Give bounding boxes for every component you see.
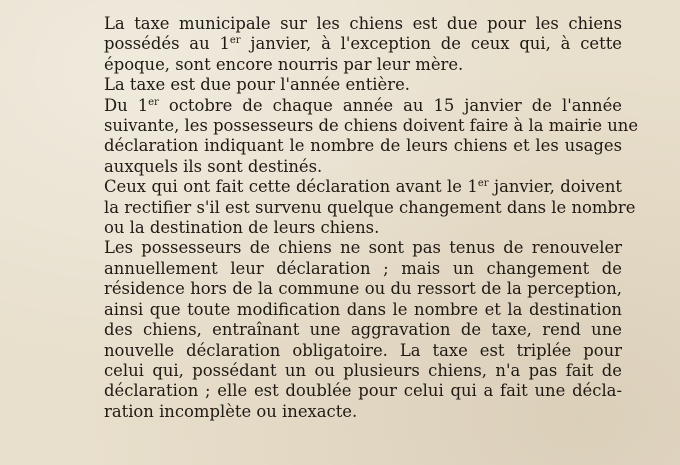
text-line: ration incomplète ou inexacte.: [104, 401, 358, 421]
text-line: suivante, les possesseurs de chiens doivent faire à la mairie une: [104, 116, 639, 136]
paragraph-1: [84, 14, 622, 75]
text-block: [84, 14, 639, 422]
text-line: possédés au 1er janvier, à l'exception de ceux qui, à cette: [104, 34, 622, 54]
text-line: des chiens, entraînant une aggravation de taxe, rend une: [104, 320, 622, 340]
paragraph-5: [84, 238, 622, 422]
text-line: résidence hors de la commune ou du ressort de la perception,: [104, 279, 622, 299]
text-line: nouvelle déclaration obligatoire. La taxe est triplée pour: [104, 340, 622, 360]
text-line: celui qui, possédant un ou plusieurs chiens, n'a pas fait de: [104, 360, 622, 380]
paragraph-4: [84, 177, 636, 238]
text-line: Du 1er octobre de chaque année au 15 janvier de l'année: [104, 95, 622, 115]
text-line: La taxe municipale sur les chiens est due pour les chiens: [104, 14, 622, 33]
paragraph-3: [84, 95, 639, 178]
text-line: la rectifier s'il est survenu quelque changement dans le nombre: [104, 197, 636, 217]
text-line: époque, sont encore nourris par leur mère.: [104, 54, 464, 74]
text-line: Ceux qui ont fait cette déclaration avant le 1er janvier, doivent: [104, 177, 622, 197]
paragraph-2: [84, 75, 622, 95]
text-line: ainsi que toute modification dans le nombre et la destination: [104, 299, 622, 319]
text-line: ou la destination de leurs chiens.: [104, 218, 380, 238]
text-line: Les possesseurs de chiens ne sont pas tenus de renouveler: [104, 238, 622, 258]
text-line: auxquels ils sont destinés.: [104, 156, 323, 176]
text-line: La taxe est due pour l'année entière.: [104, 75, 410, 95]
text-line: annuellement leur déclaration ; mais un changement de: [104, 258, 622, 278]
text-line: déclaration indiquant le nombre de leurs chiens et les usages: [104, 136, 622, 156]
text-line: déclaration ; elle est doublée pour celui qui a fait une décla-: [104, 381, 622, 401]
